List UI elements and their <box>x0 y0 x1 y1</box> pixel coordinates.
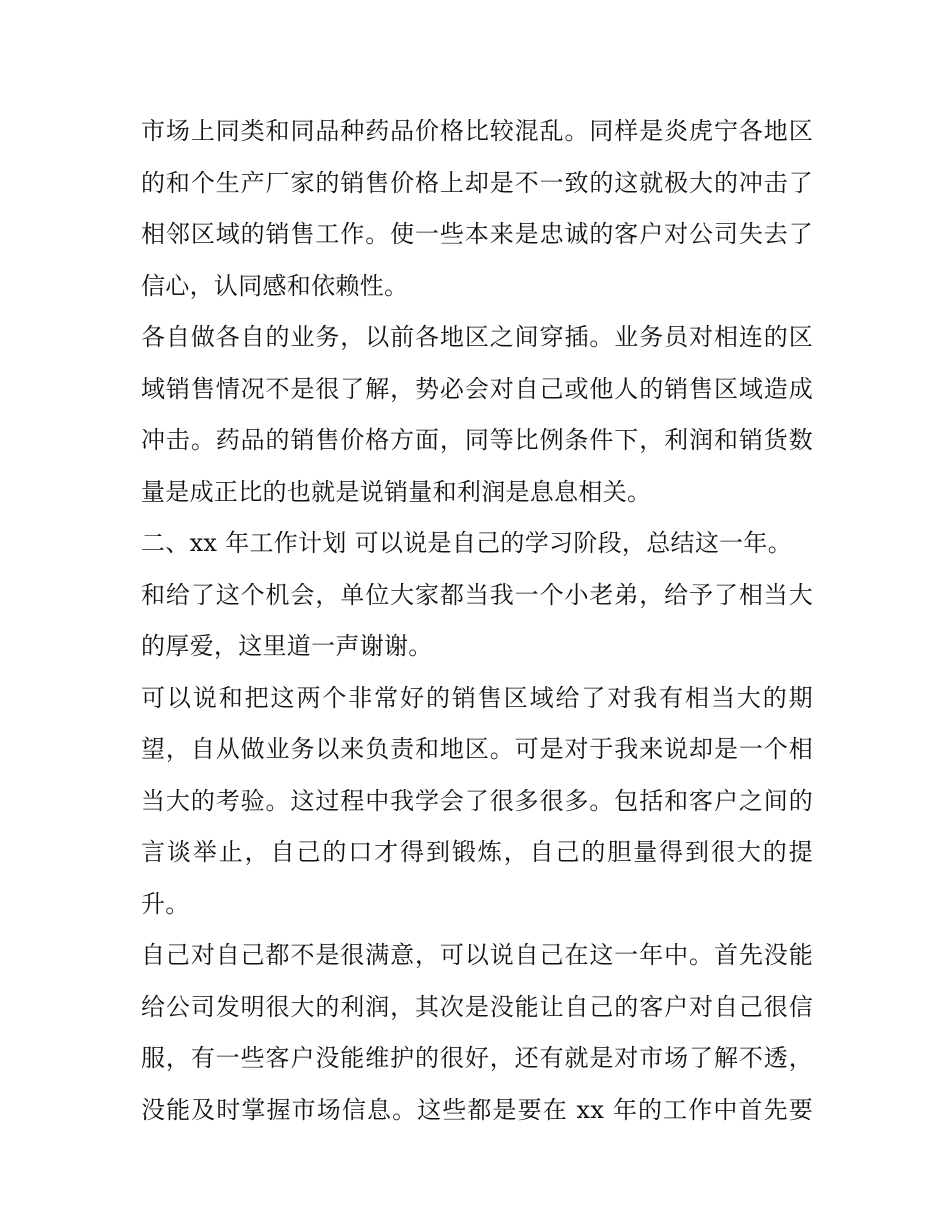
text-line: 可以说和把这两个非常好的销售区域给了对我有相当大的期 <box>141 683 813 712</box>
text-line: 的和个生产厂家的销售价格上却是不一致的这就极大的冲击了 <box>141 168 813 197</box>
text-line: 的厚爱，这里道一声谢谢。 <box>141 632 433 660</box>
text-line: 言谈举止，自己的口才得到锻炼，自己的胆量得到很大的提 <box>141 838 813 866</box>
text-line: 没能及时掌握市场信息。这些都是要在 xx 年的工作中首先要 <box>141 1095 813 1124</box>
text-line: 望，自从做业务以来负责和地区。可是对于我来说却是一个相 <box>141 735 813 763</box>
text-line: 升。 <box>141 889 190 918</box>
text-line: 当大的考验。这过程中我学会了很多很多。包括和客户之间的 <box>141 786 813 815</box>
text-line: 各自做各自的业务，以前各地区之间穿插。业务员对相连的区 <box>141 323 813 351</box>
paragraph-self-assessment <box>141 930 813 1136</box>
text-line: 域销售情况不是很了解，势必会对自己或他人的销售区域造成 <box>141 374 813 403</box>
paragraph-business-regions <box>141 312 813 518</box>
text-line: 二、xx 年工作计划 可以说是自己的学习阶段，总结这一年。 <box>141 529 793 557</box>
text-line: 量是成正比的也就是说销量和利润是息息相关。 <box>141 477 652 506</box>
paragraph-work-plan-heading <box>141 518 813 570</box>
text-line: 相邻区域的销售工作。使一些本来是忠诚的客户对公司失去了 <box>141 220 813 248</box>
text-line: 自己对自己都不是很满意，可以说自己在这一年中。首先没能 <box>141 941 813 969</box>
text-line: 给公司发明很大的利润，其次是没能让自己的客户对自己很信 <box>141 992 813 1021</box>
text-line: 信心，认同感和依赖性。 <box>141 271 409 300</box>
text-line: 冲击。药品的销售价格方面，同等比例条件下，利润和销货数 <box>141 426 813 454</box>
paragraph-market-prices <box>141 106 813 312</box>
paragraph-thanks <box>141 570 813 673</box>
text-line: 市场上同类和同品种药品价格比较混乱。同样是炎虎宁各地区 <box>141 117 813 145</box>
paragraph-expectations <box>141 673 813 931</box>
document-body <box>141 106 813 1136</box>
text-line: 和给了这个机会，单位大家都当我一个小老弟，给予了相当大 <box>141 580 813 609</box>
text-line: 服，有一些客户没能维护的很好，还有就是对市场了解不透， <box>141 1044 813 1072</box>
